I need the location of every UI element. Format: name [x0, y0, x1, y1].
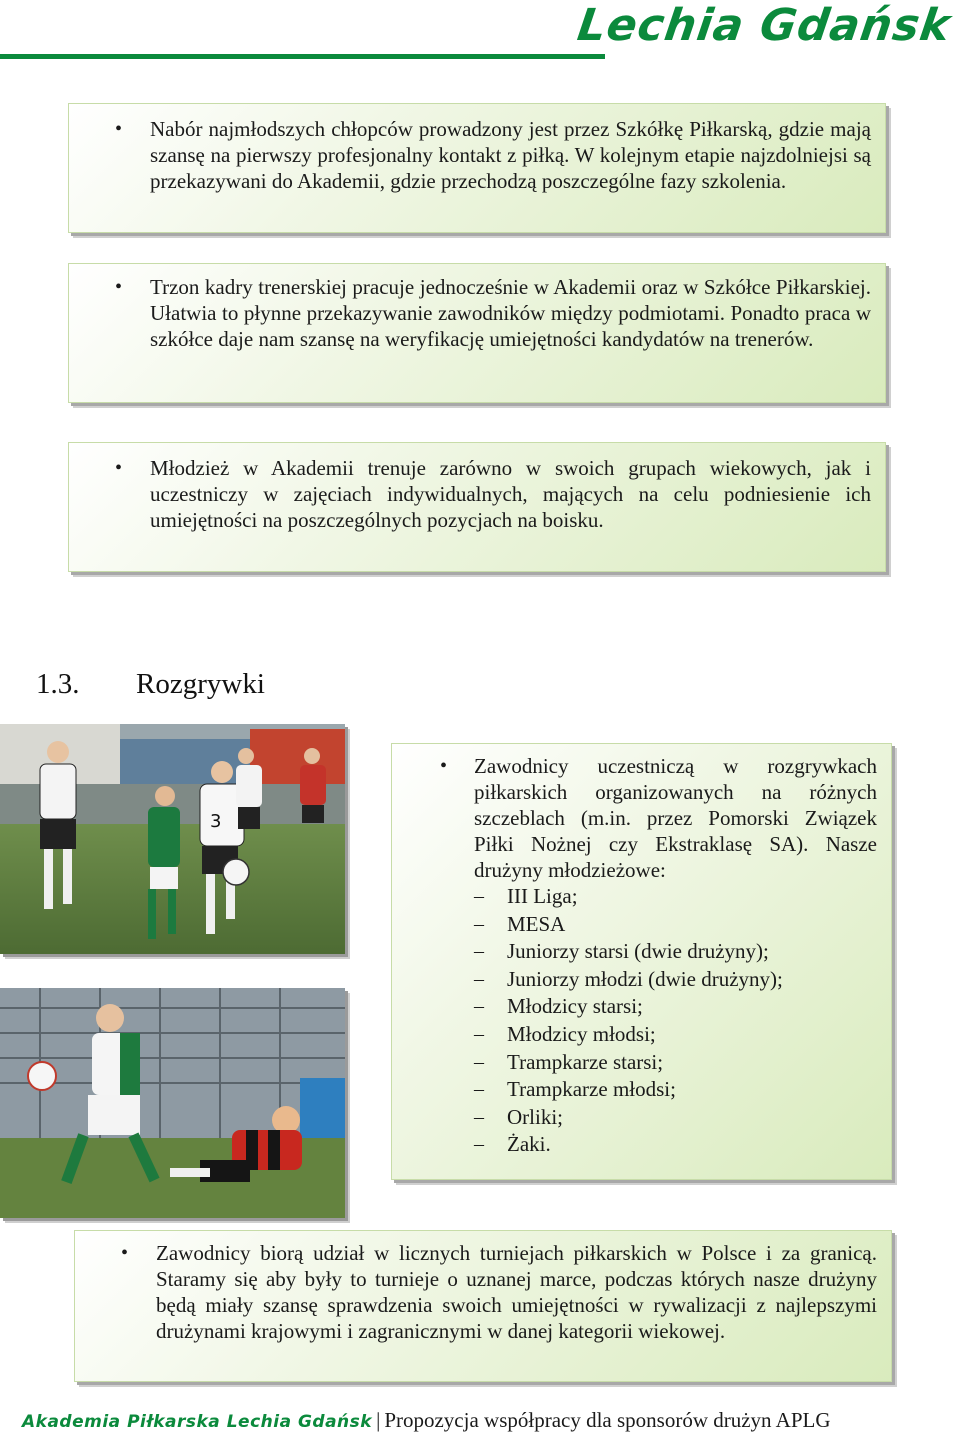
- bullet-training: • Młodzież w Akademii trenuje zarówno w swoich grupach wiekowych, jak i uczestniczy w zajęciach indywidualnych, mających na celu podniesienie ich umiejętności na poszczególnych pozycjach na boisku.: [69, 455, 885, 533]
- match-photo-1: [0, 724, 345, 954]
- team-item: – Trampkarze starsi;: [392, 1049, 891, 1077]
- bullet-competitions-intro: • Zawodnicy uczestniczą w rozgrywkach piłkarskich organizowanych na różnych szczeblach (m.in. przez Pomorski Związek Piłki Nożnej czy Ekstraklasę SA). Nasze drużyny młodzieżowe:: [392, 753, 891, 883]
- footer-text: Propozycja współpracy dla sponsorów drużyn APLG: [384, 1408, 831, 1432]
- footer-brand: Akademia Piłkarska Lechia Gdańsk: [22, 1412, 373, 1432]
- team-item: – Młodzicy starsi;: [392, 993, 891, 1021]
- team-item: – Juniorzy młodzi (dwie drużyny);: [392, 966, 891, 994]
- lechia-gdansk-logo: Lechia Gdańsk: [573, 0, 954, 51]
- team-list: [392, 883, 891, 1159]
- team-item: – III Liga;: [392, 883, 891, 911]
- svg-text:3: 3: [210, 811, 222, 832]
- section-number: 1.3.: [36, 668, 80, 700]
- info-box-tournaments: [74, 1230, 892, 1382]
- header-divider: [0, 54, 605, 59]
- page-footer: [22, 1408, 831, 1433]
- team-item: – Żaki.: [392, 1131, 891, 1159]
- info-box-competitions: [391, 743, 892, 1180]
- info-box-recruitment: [68, 103, 886, 233]
- footer-separator: |: [376, 1408, 381, 1432]
- team-item: – Juniorzy starsi (dwie drużyny);: [392, 938, 891, 966]
- section-title: Rozgrywki: [136, 668, 265, 700]
- team-item: – Orliki;: [392, 1104, 891, 1132]
- team-item: – Młodzicy młodsi;: [392, 1021, 891, 1049]
- info-box-coaching-staff: [68, 263, 886, 403]
- section-heading: [36, 668, 265, 701]
- info-box-training: [68, 442, 886, 572]
- team-item: – Trampkarze młodsi;: [392, 1076, 891, 1104]
- team-item: – MESA: [392, 911, 891, 939]
- match-photo-2: [0, 988, 345, 1218]
- bullet-tournaments: • Zawodnicy biorą udział w licznych turniejach piłkarskich w Polsce i za granicą. Staramy się aby były to turnieje o uznanej marce, podczas których nasze drużyny będą miały szansę sprawdzenia swoich umiejętności w rywalizacji z najlepszymi drużynami krajowymi i zagranicznymi w danej kategorii wiekowej.: [75, 1240, 891, 1344]
- bullet-coaching-staff: • Trzon kadry trenerskiej pracuje jednocześnie w Akademii oraz w Szkółce Piłkarskiej. Ułatwia to płynne przekazywanie zawodników między podmiotami. Ponadto praca w szkółce daje nam szansę na weryfikację umiejętności kandydatów na trenerów.: [69, 274, 885, 352]
- bullet-recruitment: • Nabór najmłodszych chłopców prowadzony jest przez Szkółkę Piłkarską, gdzie mają szansę na pierwszy profesjonalny kontakt z piłką. W kolejnym etapie najzdolniejsi są przekazywani do Akademii, gdzie przechodzą poszczególne fazy szkolenia.: [69, 116, 885, 194]
